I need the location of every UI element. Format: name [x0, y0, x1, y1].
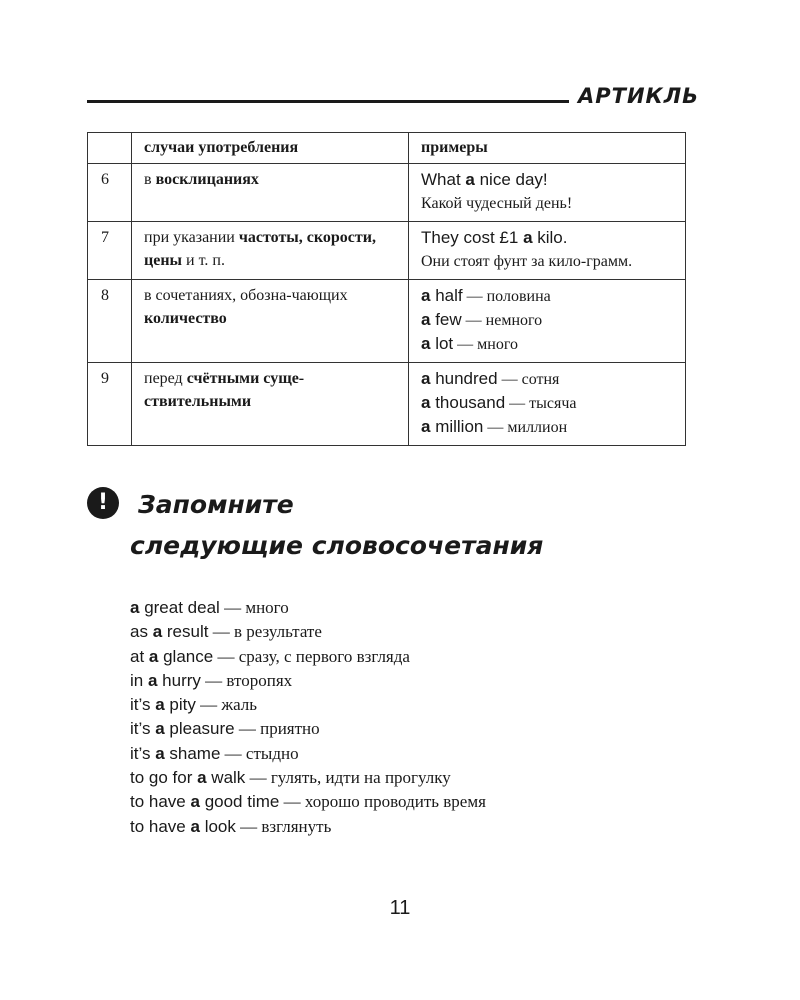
phrase-english: as a result	[130, 622, 209, 642]
remember-subtitle: следующие словосочетания	[130, 531, 544, 560]
table-header-row	[88, 133, 686, 164]
running-header-title: АРТИКЛЬ	[578, 84, 700, 108]
examples-cell	[409, 222, 686, 280]
phrase-english: to have a look	[130, 816, 236, 836]
example-line: a half — половина	[421, 286, 551, 305]
phrase-item: at a glance — сразу, с первого взгляда	[130, 646, 410, 666]
phrase-item: it’s a pleasure — приятно	[130, 719, 320, 739]
example-line: Они стоят фунт за кило-грамм.	[421, 253, 633, 270]
phrase-item: to go for a walk — гулять, идти на прогулку	[130, 768, 451, 788]
example-line: Какой чудесный день!	[421, 195, 573, 212]
table-row	[88, 222, 686, 280]
phrase-russian: взглянуть	[261, 816, 332, 836]
phrase-item: it’s a pity — жаль	[130, 695, 258, 715]
phrase-english: it’s a pity	[130, 695, 196, 715]
page-number: 11	[389, 897, 411, 919]
exclamation-icon: !	[87, 487, 119, 519]
phrase-russian: гулять, идти на прогулку	[270, 768, 451, 788]
phrase-item: a great deal — много	[130, 598, 289, 617]
row-number: 6	[88, 164, 132, 222]
example-line: What a nice day!	[421, 170, 548, 189]
examples-cell	[409, 164, 686, 222]
phrase-item: it’s a shame — стыдно	[130, 743, 299, 763]
table-row	[88, 363, 686, 446]
phrase-item: to have a good time — хорошо проводить время	[130, 792, 486, 812]
table-body	[88, 164, 686, 446]
example-line: a few — немного	[421, 310, 543, 329]
row-number: 8	[88, 280, 132, 363]
phrase-russian: второпях	[226, 670, 293, 690]
table-row	[88, 280, 686, 363]
header-cell-usage: случаи употребления	[132, 133, 409, 164]
phrase-english: a great deal	[130, 598, 220, 617]
row-number: 7	[88, 222, 132, 280]
phrase-russian: в результате	[233, 622, 322, 642]
usage-case: в сочетаниях, обозна-чающих количество	[132, 280, 409, 363]
phrase-english: at a glance	[130, 646, 214, 666]
phrase-item: as a result — в результате	[130, 622, 322, 642]
usage-case: перед счётными суще-ствительными	[132, 363, 409, 446]
usage-case: в восклицаниях	[132, 164, 409, 222]
phrase-russian: жаль	[221, 695, 258, 715]
phrase-english: to have a good time	[130, 792, 280, 812]
usage-case: при указании частоты, скорости, цены и т. п.	[132, 222, 409, 280]
table-row	[88, 164, 686, 222]
header-rule	[87, 100, 569, 103]
article-usage-table	[87, 132, 686, 446]
examples-cell	[409, 280, 686, 363]
phrase-english: it’s a pleasure	[130, 719, 235, 739]
phrase-russian: стыдно	[245, 743, 299, 763]
phrase-english: in a hurry	[130, 670, 201, 690]
row-number: 9	[88, 363, 132, 446]
header-cell-examples: примеры	[409, 133, 686, 164]
phrase-russian: сразу, с первого взгляда	[238, 646, 410, 666]
example-line: a thousand — тысяча	[421, 393, 577, 412]
examples-cell	[409, 363, 686, 446]
phrase-russian: хорошо проводить время	[304, 792, 486, 812]
phrase-russian: много	[245, 598, 289, 617]
phrase-english: to go for a walk	[130, 768, 246, 788]
example-line: a lot — много	[421, 334, 519, 353]
example-line: a hundred — сотня	[421, 369, 560, 388]
example-line: a million — миллион	[421, 417, 568, 436]
phrase-item: to have a look — взглянуть	[130, 816, 332, 836]
phrase-english: it’s a shame	[130, 743, 221, 763]
header-cell-number	[88, 133, 132, 164]
phrase-item: in a hurry — второпях	[130, 670, 293, 690]
phrase-russian: приятно	[260, 719, 320, 739]
phrase-list	[130, 596, 486, 839]
remember-title: Запомните	[138, 490, 294, 519]
example-line: They cost £1 a kilo.	[421, 228, 568, 247]
